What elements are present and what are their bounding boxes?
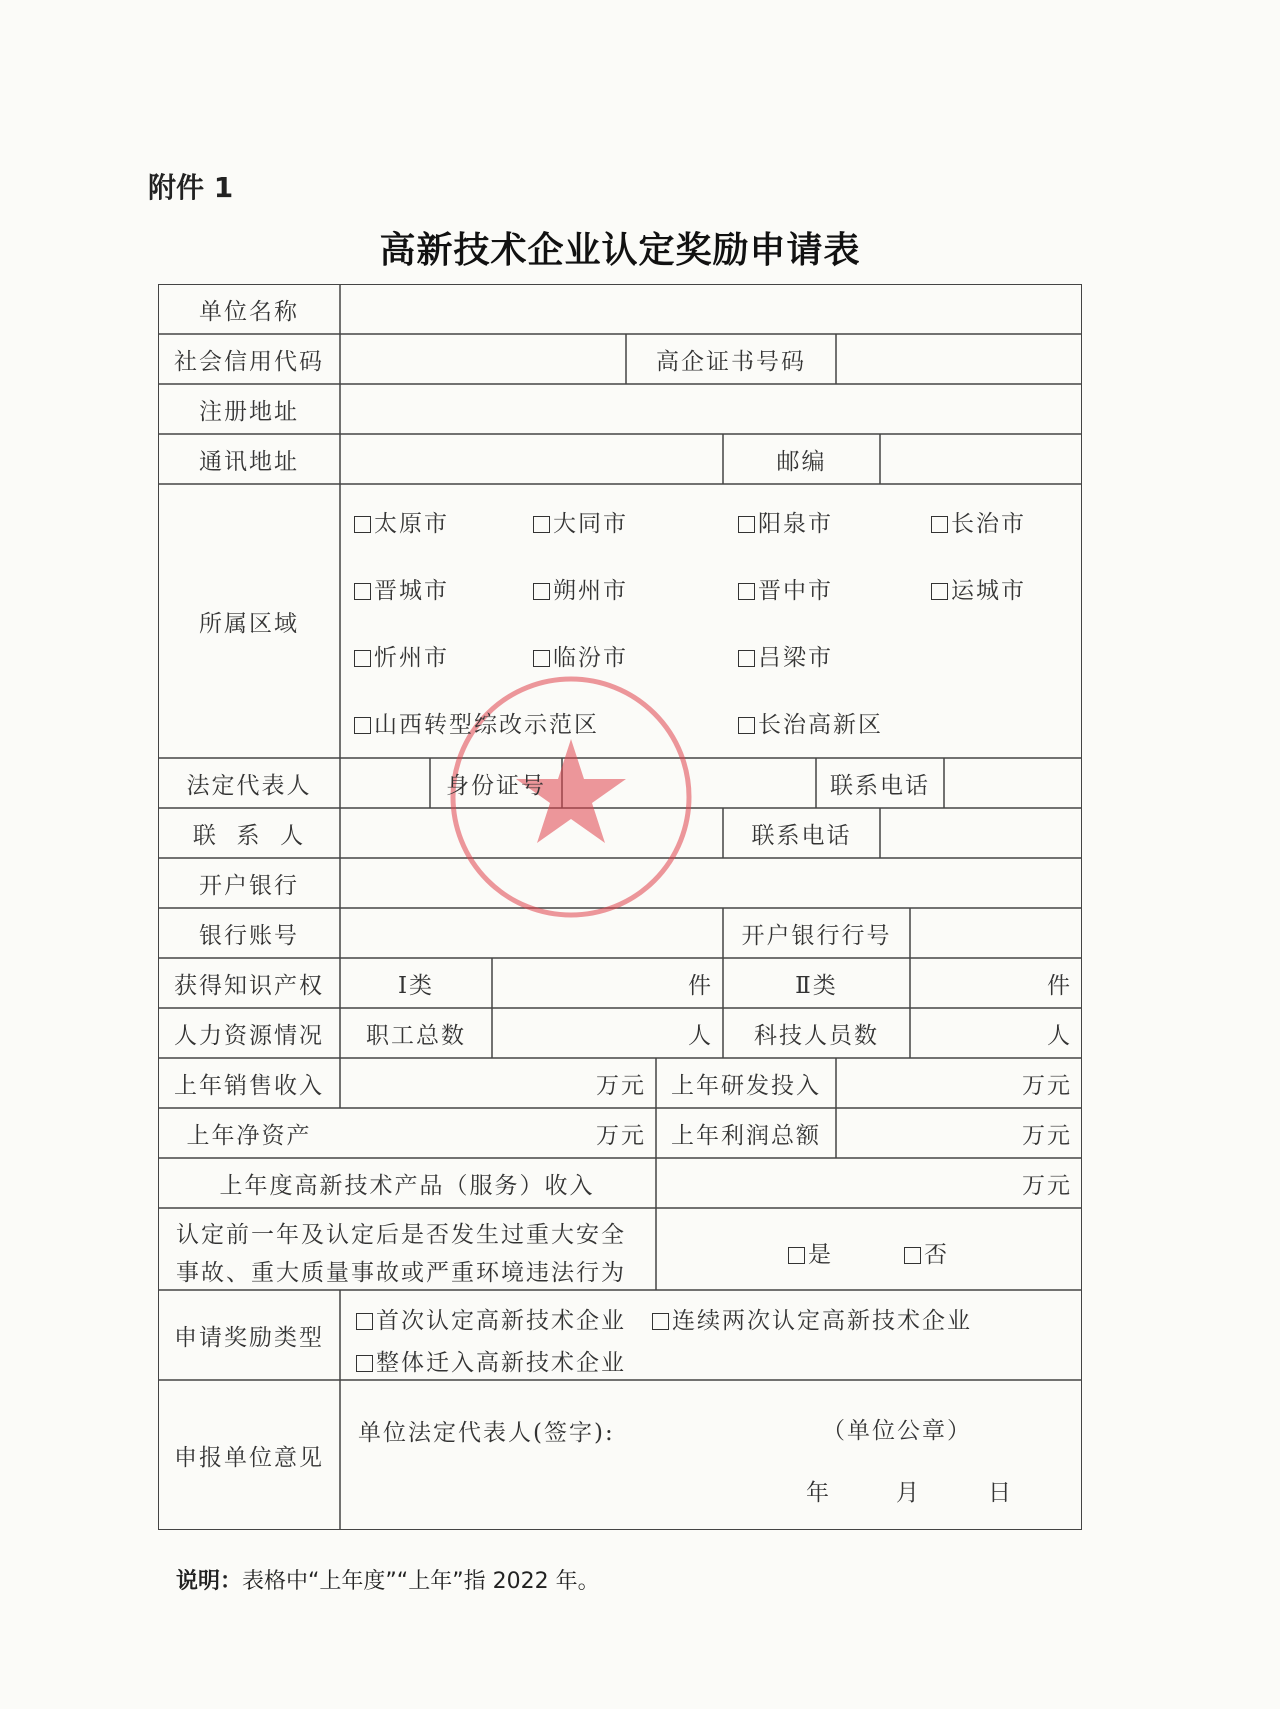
footnote [176, 1564, 600, 1595]
date-year-label: 年 [806, 1480, 831, 1506]
profit-label: 上年利润总额 [671, 1122, 821, 1149]
rd-field[interactable] [836, 1058, 1082, 1108]
tech-staff-field[interactable] [910, 1008, 1082, 1058]
ip-class2-field[interactable] [910, 958, 1082, 1008]
region-option[interactable]: 长治市 [931, 505, 1026, 538]
cert-number-field[interactable] [836, 334, 1082, 384]
checkbox-icon [356, 1355, 373, 1372]
hr-label: 人力资源情况 [174, 1022, 324, 1049]
sales-unit: 万元 [596, 1072, 646, 1099]
award-first-option[interactable]: 首次认定高新技术企业 [356, 1302, 626, 1335]
region-option[interactable]: 运城市 [931, 572, 1026, 605]
date-month-label: 月 [896, 1480, 921, 1506]
postcode-field[interactable] [880, 434, 1082, 484]
checkbox-icon [354, 717, 371, 734]
checkbox-icon [356, 1313, 373, 1330]
rd-label: 上年研发投入 [671, 1072, 821, 1099]
contact-label: 联 系 人 [192, 822, 306, 849]
checkbox-icon [354, 583, 371, 600]
staff-total-label: 职工总数 [366, 1022, 466, 1049]
sales-field[interactable] [340, 1058, 656, 1108]
checkbox-icon [533, 650, 550, 667]
region-option[interactable]: 太原市 [354, 505, 449, 538]
contact-phone-label: 联系电话 [751, 822, 852, 849]
rd-unit: 万元 [1022, 1072, 1072, 1099]
reg-address-label: 注册地址 [199, 398, 299, 425]
contact-phone-field[interactable] [880, 808, 1082, 858]
award-relocation-option[interactable]: 整体迁入高新技术企业 [356, 1344, 626, 1377]
legal-rep-label: 法定代表人 [186, 772, 312, 799]
date-day-label: 日 [988, 1480, 1013, 1506]
checkbox-icon [931, 583, 948, 600]
net-assets-label: 上年净资产 [186, 1122, 312, 1149]
checkbox-icon [652, 1313, 669, 1330]
accident-yes-option[interactable]: 是 [788, 1236, 833, 1269]
ip-class2-label: Ⅱ类 [795, 972, 838, 999]
footnote-text: 表格中“上年度”“上年”指 2022 年。 [242, 1569, 600, 1594]
ip-class1-field[interactable] [492, 958, 723, 1008]
hitech-income-field[interactable] [656, 1158, 1082, 1208]
postcode-label: 邮编 [776, 448, 827, 475]
account-field[interactable] [340, 908, 723, 958]
application-form [158, 284, 1082, 1530]
profit-unit: 万元 [1022, 1122, 1072, 1149]
checkbox-icon [738, 650, 755, 667]
mail-address-field[interactable] [340, 434, 723, 484]
hitech-income-unit: 万元 [1022, 1172, 1072, 1199]
id-number-label: 身份证号 [446, 772, 546, 799]
legal-rep-field[interactable] [340, 758, 430, 808]
signature-label: 单位法定代表人(签字): [358, 1420, 615, 1446]
cert-number-label: 高企证书号码 [656, 348, 806, 375]
net-assets-unit: 万元 [596, 1122, 646, 1149]
credit-code-label: 社会信用代码 [174, 348, 324, 375]
checkbox-icon [354, 516, 371, 533]
checkbox-icon [931, 516, 948, 533]
bank-number-field[interactable] [910, 908, 1082, 958]
accident-question-line2: 事故、重大质量事故或严重环境违法行为 [176, 1260, 626, 1286]
seal-label: （单位公章） [822, 1418, 972, 1444]
attachment-label: 附件 1 [148, 171, 234, 204]
legal-phone-field[interactable] [944, 758, 1082, 808]
legal-phone-label: 联系电话 [830, 772, 930, 799]
ip-class1-label: Ⅰ类 [397, 972, 435, 999]
checkbox-icon [738, 516, 755, 533]
bank-number-label: 开户银行行号 [741, 922, 892, 949]
award-type-label: 申请奖励类型 [174, 1324, 324, 1351]
unit-name-field[interactable] [340, 284, 1082, 334]
checkbox-icon [354, 650, 371, 667]
region-option[interactable]: 晋中市 [738, 572, 833, 605]
accident-question-line1: 认定前一年及认定后是否发生过重大安全 [176, 1222, 626, 1248]
account-label: 银行账号 [199, 922, 299, 949]
reg-address-field[interactable] [340, 384, 1082, 434]
region-option[interactable]: 大同市 [533, 505, 628, 538]
net-assets-field[interactable] [340, 1108, 656, 1158]
region-option[interactable]: 忻州市 [354, 639, 449, 672]
checkbox-icon [533, 516, 550, 533]
ip-class1-unit: 件 [688, 972, 713, 999]
form-title: 高新技术企业认定奖励申请表 [379, 229, 861, 271]
ip-label: 获得知识产权 [174, 972, 324, 999]
region-option[interactable]: 山西转型综改示范区 [354, 706, 599, 739]
region-label: 所属区域 [199, 610, 299, 637]
region-option[interactable]: 临汾市 [533, 639, 628, 672]
staff-total-field[interactable] [492, 1008, 723, 1058]
checkbox-icon [738, 717, 755, 734]
checkbox-icon [738, 583, 755, 600]
profit-field[interactable] [836, 1108, 1082, 1158]
ip-class2-unit: 件 [1047, 972, 1072, 999]
award-consecutive-option[interactable]: 连续两次认定高新技术企业 [652, 1302, 972, 1335]
region-option[interactable]: 晋城市 [354, 572, 449, 605]
checkbox-icon [788, 1247, 805, 1264]
mail-address-label: 通讯地址 [199, 448, 299, 475]
contact-field[interactable] [340, 808, 723, 858]
checkbox-icon [904, 1247, 921, 1264]
footnote-label: 说明： [176, 1569, 243, 1594]
tech-staff-label: 科技人员数 [754, 1022, 879, 1049]
region-option[interactable]: 长治高新区 [738, 706, 883, 739]
accident-no-option[interactable]: 否 [904, 1236, 949, 1269]
hitech-income-label: 上年度高新技术产品（服务）收入 [219, 1172, 595, 1199]
region-option[interactable]: 阳泉市 [738, 505, 833, 538]
bank-label: 开户银行 [199, 872, 299, 899]
region-option[interactable]: 朔州市 [533, 572, 628, 605]
opinion-field[interactable] [340, 1380, 1082, 1530]
sales-label: 上年销售收入 [174, 1072, 324, 1099]
checkbox-icon [533, 583, 550, 600]
opinion-label: 申报单位意见 [174, 1444, 324, 1471]
staff-total-unit: 人 [688, 1022, 713, 1049]
credit-code-field[interactable] [340, 334, 626, 384]
id-number-field[interactable] [562, 758, 816, 808]
region-option[interactable]: 吕梁市 [738, 639, 833, 672]
bank-field[interactable] [340, 858, 1082, 908]
tech-staff-unit: 人 [1047, 1022, 1072, 1049]
unit-name-label: 单位名称 [199, 298, 299, 325]
